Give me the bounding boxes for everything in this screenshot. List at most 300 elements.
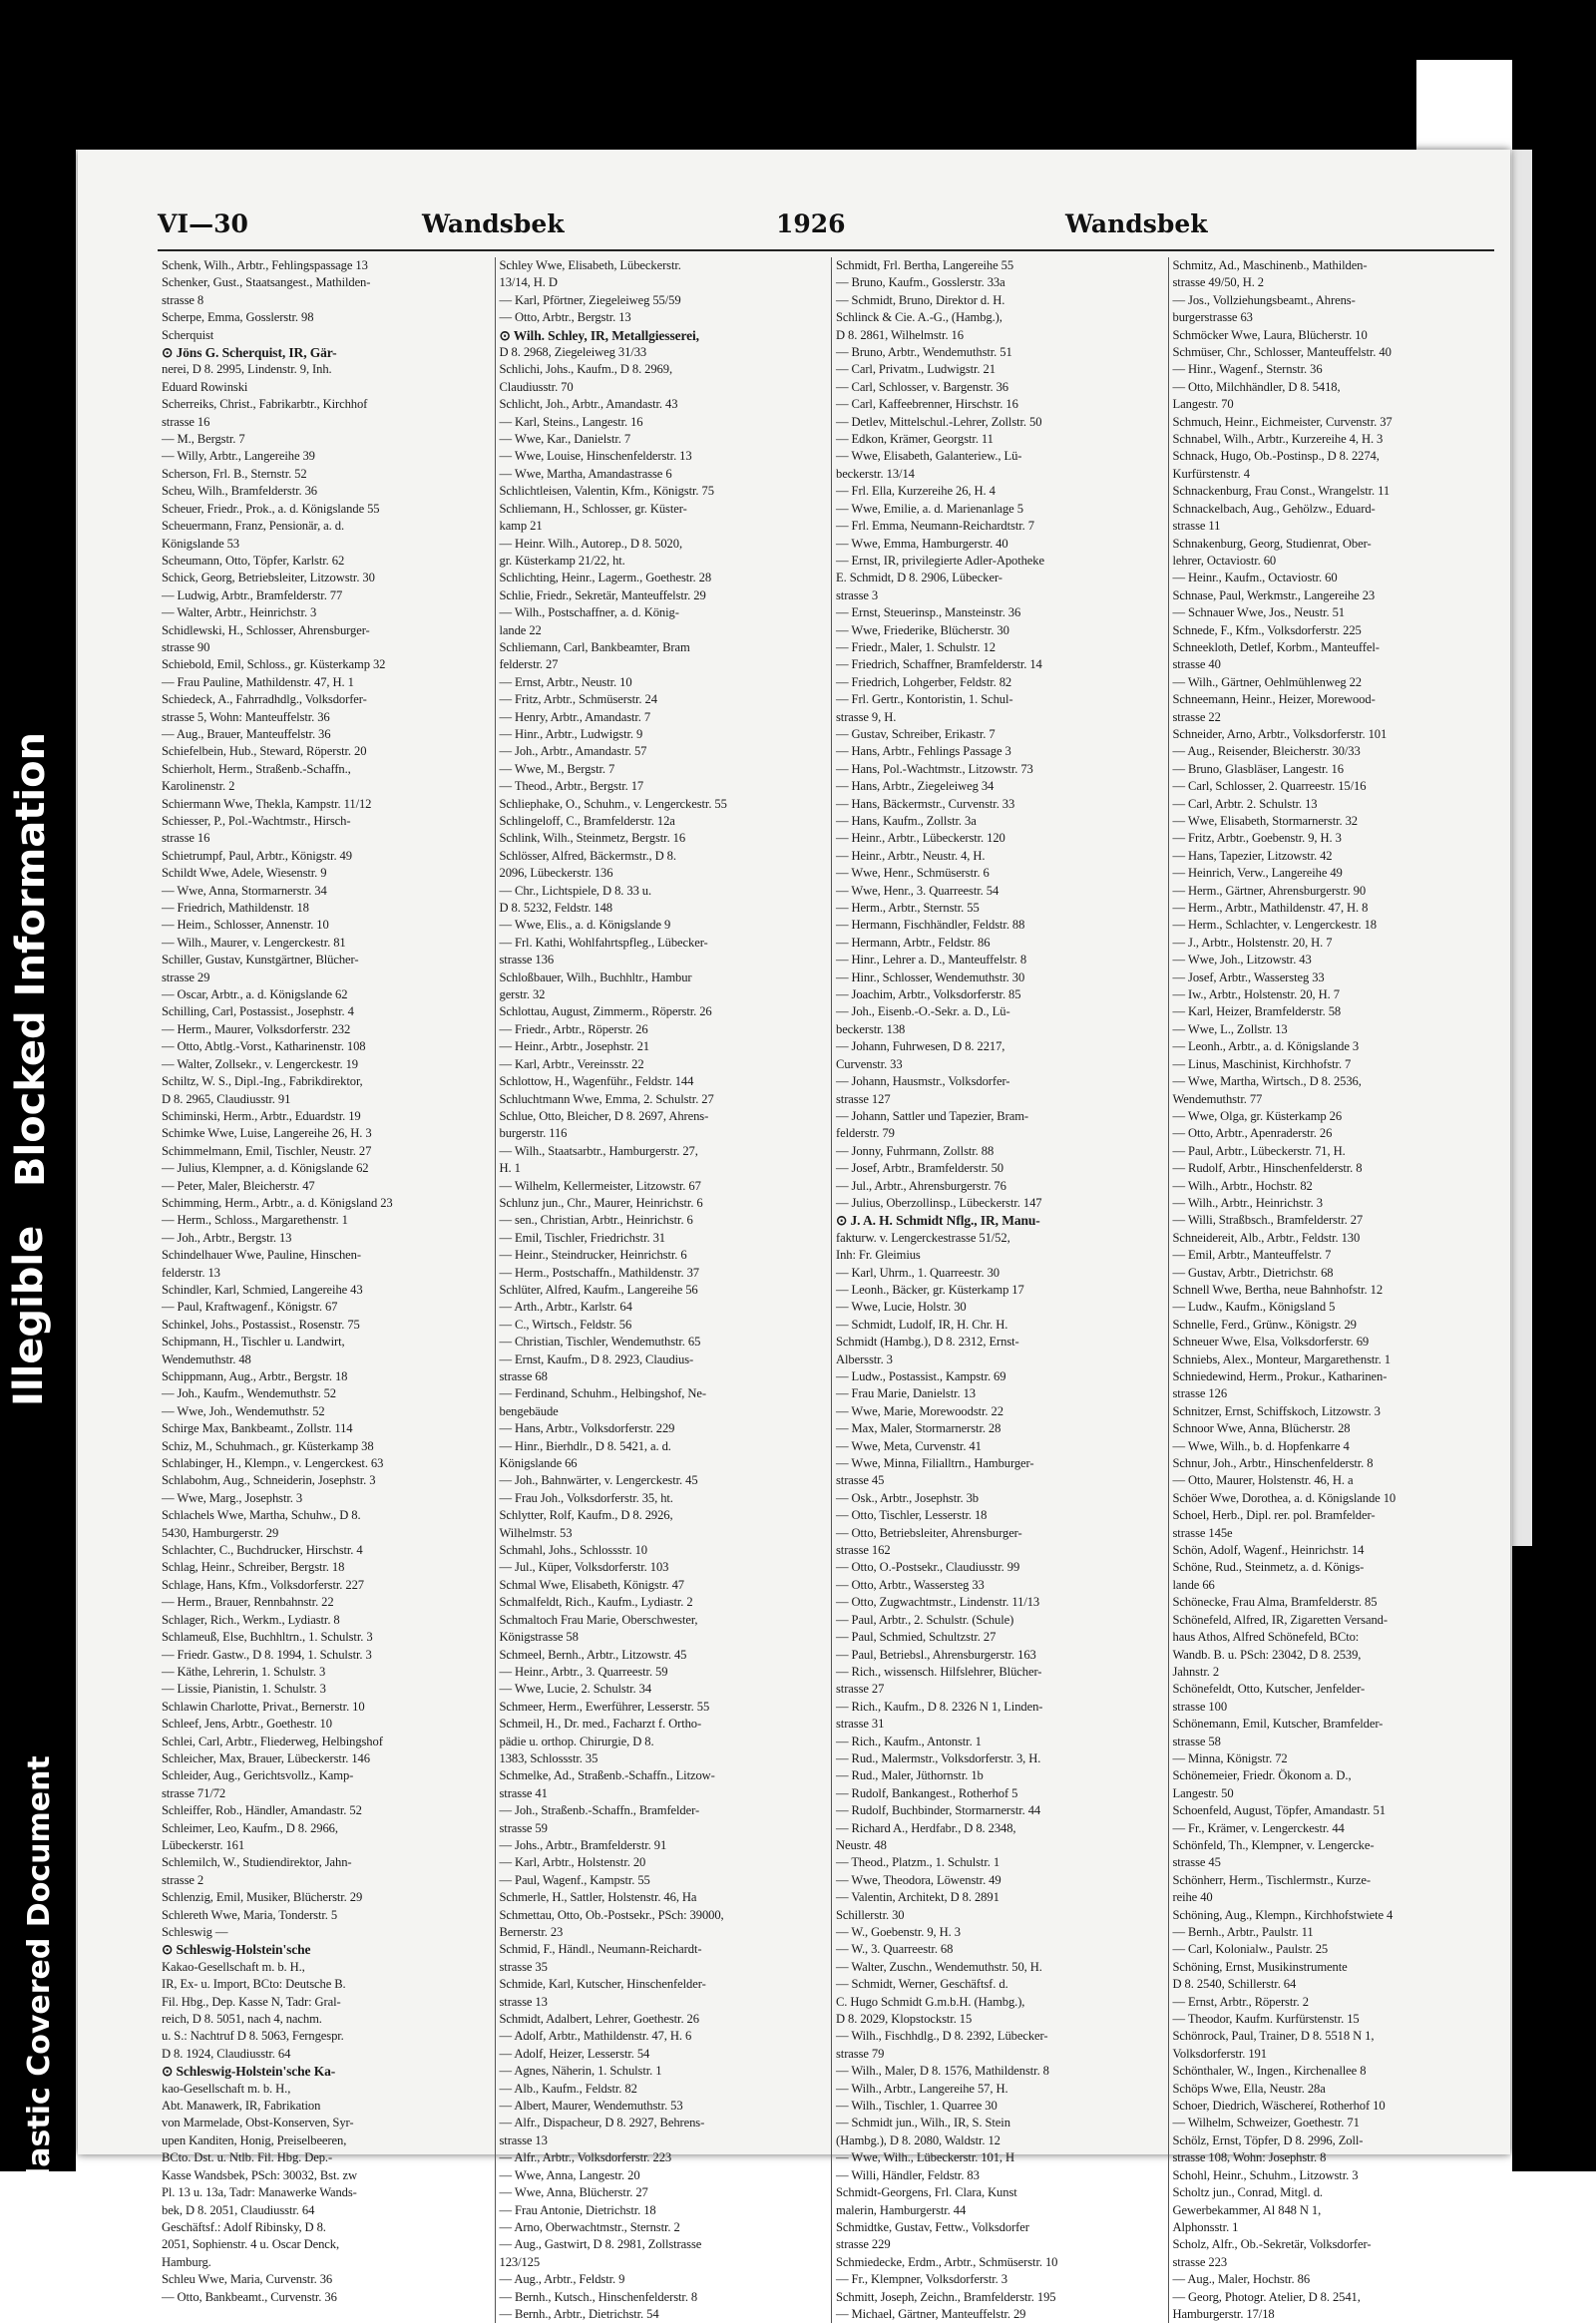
directory-column [1168, 257, 1495, 2323]
directory-entry: ⊙ Wilh. Schley, IR, Metallgiesserei, [499, 327, 699, 343]
directory-entry: — Alb., Kaufm., Feldstr. 82 [499, 2081, 637, 2096]
directory-entry: beckerstr. 13/14 [836, 466, 915, 481]
directory-entry: — Ernst, Arbtr., Röperstr. 2 [1172, 1994, 1309, 2009]
directory-entry: lehrer, Octaviostr. 60 [1172, 553, 1277, 568]
directory-entry: — Valentin, Architekt, D 8. 2891 [836, 1890, 999, 1905]
directory-entry: Schlösser, Alfred, Bäckermstr., D 8. [499, 848, 676, 863]
directory-entry: Schlichtleisen, Valentin, Kfm., Königstr. 75 [499, 484, 714, 499]
directory-entry: — Johann, Hausmstr., Volksdorfer- [836, 1074, 1010, 1089]
directory-entry: — M., Bergstr. 7 [162, 432, 245, 447]
directory-entry: — Osk., Arbtr., Josephstr. 3b [836, 1490, 979, 1505]
directory-entry: — Friedrich, Mathildenstr. 18 [162, 901, 309, 916]
directory-entry: strasse 16 [162, 831, 210, 846]
directory-entry: Schiedeck, A., Fahrradhdlg., Volksdorfer- [162, 692, 367, 707]
directory-entry: Schimming, Herm., Arbtr., a. d. Königsland 23 [162, 1195, 393, 1210]
directory-entry: Schmitt, Joseph, Zeichn., Bramfelderstr. 195 [836, 2289, 1056, 2304]
directory-entry: Schliemann, Carl, Bankbeamter, Bram [499, 639, 690, 654]
directory-entry: — Gustav, Arbtr., Dietrichstr. 68 [1172, 1265, 1334, 1280]
directory-entry: Schimke Wwe, Luise, Langereihe 26, H. 3 [162, 1126, 372, 1141]
directory-entry: — Rud., Malermstr., Volksdorferstr. 3, H. [836, 1750, 1041, 1765]
directory-entry: Schöps Wwe, Ella, Neustr. 28a [1172, 2081, 1326, 2096]
directory-entry: beckerstr. 138 [836, 1021, 906, 1036]
directory-entry: Schnack, Hugo, Ob.-Postinsp., D 8. 2274, [1172, 449, 1380, 464]
directory-entry: Schönemann, Emil, Kutscher, Bramfelder- [1172, 1717, 1384, 1732]
directory-entry: — Minna, Königstr. 72 [1172, 1750, 1288, 1765]
directory-entry: Schlenzig, Emil, Musiker, Blücherstr. 29 [162, 1890, 363, 1905]
directory-entry: Albersstr. 3 [836, 1352, 893, 1366]
directory-entry: — W., Goebenstr. 9, H. 3 [836, 1925, 961, 1939]
directory-entry: Schirge Max, Bankbeamt., Zollstr. 114 [162, 1421, 353, 1436]
directory-entry: — Friedrich, Lohgerber, Feldstr. 82 [836, 674, 1012, 689]
directory-entry: Schoenfeld, August, Töpfer, Amandastr. 51 [1172, 1803, 1386, 1818]
directory-entry: Schoel, Herb., Dipl. rer. pol. Bramfelder- [1172, 1508, 1376, 1523]
directory-entry: Curvenstr. 33 [836, 1056, 903, 1071]
directory-page [78, 150, 1510, 2321]
directory-entry: — Käthe, Lehrerin, 1. Schulstr. 3 [162, 1664, 326, 1679]
directory-entry: Schmuch, Heinr., Eichmeister, Curvenstr. 37 [1172, 414, 1393, 429]
directory-entry: Scholz, Alfr., Ob.-Sekretär, Volksdorfer- [1172, 2237, 1372, 2252]
directory-entry: Hamburg. [162, 2254, 211, 2269]
directory-entry: Schenk, Wilh., Arbtr., Fehlingspassage 13 [162, 258, 368, 272]
directory-entry: Schniedewind, Herm., Prokur., Katharinen- [1172, 1369, 1388, 1383]
directory-entry: — Frl. Ella, Kurzereihe 26, H. 4 [836, 484, 996, 499]
directory-entry: 2051, Sophienstr. 4 u. Oscar Denck, [162, 2237, 340, 2252]
directory-entry: — Julius, Klempner, a. d. Königslande 62 [162, 1161, 369, 1176]
directory-entry: strasse 13 [499, 2132, 548, 2147]
directory-entry: Königstrasse 58 [499, 1630, 579, 1645]
directory-entry: — Hinr., Arbtr., Ludwigstr. 9 [499, 726, 643, 741]
directory-entry: Schlage, Hans, Kfm., Volksdorferstr. 227 [162, 1577, 364, 1592]
directory-entry: — Detlev, Mittelschul.-Lehrer, Zollstr. 50 [836, 414, 1042, 429]
directory-entry: Königslande 53 [162, 536, 239, 551]
directory-entry: — Willy, Arbtr., Langereihe 39 [162, 449, 315, 464]
directory-entry: — J., Arbtr., Holstenstr. 20, H. 7 [1172, 935, 1333, 950]
directory-entry: Schleider, Aug., Gerichtsvollz., Kamp- [162, 1768, 354, 1783]
directory-entry: Schlue, Otto, Bleicher, D 8. 2697, Ahrens- [499, 1108, 709, 1123]
directory-entry: Schinkel, Johs., Postassist., Rosenstr. 75 [162, 1317, 360, 1332]
directory-entry: strasse 13 [499, 1994, 548, 2009]
directory-entry: Claudiusstr. 70 [499, 379, 574, 394]
directory-entry: — Schmidt, Ludolf, IR, H. Chr. H. [836, 1317, 1008, 1332]
directory-entry: — Rud., Maler, Jüthornstr. 1b [836, 1768, 984, 1783]
directory-entry: — Hermann, Arbtr., Feldstr. 86 [836, 935, 991, 950]
directory-entry: Schnelle, Ferd., Grünw., Königstr. 29 [1172, 1317, 1357, 1332]
directory-entry: Abt. Manawerk, IR, Fabrikation [162, 2099, 321, 2114]
directory-entry: — Otto, Arbtr., Bergstr. 13 [499, 310, 631, 325]
right-page-edge [1512, 150, 1532, 1546]
directory-entry: Kasse Wandsbek, PSch: 30032, Bst. zw [162, 2167, 357, 2182]
directory-entry: — Rich., wissensch. Hilfslehrer, Blücher- [836, 1664, 1042, 1679]
directory-entry: Schmidt-Georgens, Frl. Clara, Kunst [836, 2185, 1017, 2200]
plastic-covered-document-label: Plastic Covered Document [22, 1755, 57, 2199]
directory-entry: Eduard Rowinski [162, 379, 248, 394]
directory-entry: — Aug., Brauer, Manteuffelstr. 36 [162, 726, 331, 741]
directory-entry: strasse 162 [836, 1543, 891, 1558]
directory-entry: 1383, Schlossstr. 35 [499, 1750, 598, 1765]
directory-entry: Schlemilch, W., Studiendirektor, Jahn- [162, 1855, 352, 1870]
directory-entry: — Wwe, Elis., a. d. Königslande 9 [499, 918, 671, 933]
directory-entry: Scheuer, Friedr., Prok., a. d. Königslande 55 [162, 501, 380, 516]
directory-entry: Schiefelbein, Hub., Steward, Röperstr. 20 [162, 744, 367, 759]
directory-entry: — Karl, Arbtr., Vereinsstr. 22 [499, 1056, 644, 1071]
directory-entry: bek, D 8. 2051, Claudiusstr. 64 [162, 2202, 315, 2217]
directory-entry: Wilhelmstr. 53 [499, 1525, 573, 1540]
directory-entry: — Wilhelm, Schweizer, Goethestr. 71 [1172, 2116, 1360, 2130]
directory-entry: Scheuermann, Franz, Pensionär, a. d. [162, 519, 345, 534]
directory-entry: — Heinr., Arbtr., Lübeckerstr. 120 [836, 831, 1005, 846]
directory-entry: — Wwe, Martha, Wirtsch., D 8. 2536, [1172, 1074, 1362, 1089]
directory-entry: Scherpe, Emma, Gosslerstr. 98 [162, 310, 314, 325]
directory-entry: — Fr., Krämer, v. Lengerckestr. 44 [1172, 1820, 1345, 1835]
directory-entry: — Wilh., Gärtner, Oehlmühlenweg 22 [1172, 674, 1362, 689]
directory-entry: strasse 3 [836, 587, 879, 602]
directory-entry: — Carl, Kaffeebrenner, Hirschstr. 16 [836, 397, 1018, 412]
directory-entry: Schnede, F., Kfm., Volksdorferstr. 225 [1172, 622, 1362, 637]
directory-entry: — Rudolf, Arbtr., Hinschenfelderstr. 8 [1172, 1161, 1363, 1176]
directory-entry: C. Hugo Schmidt G.m.b.H. (Hambg.), [836, 1994, 1025, 2009]
directory-entry: u. S.: Nachtruf D 8. 5063, Ferngespr. [162, 2029, 344, 2044]
directory-entry: — Wwe, Joh., Wendemuthstr. 52 [162, 1403, 325, 1418]
directory-entry: gr. Küsterkamp 21/22, ht. [499, 553, 625, 568]
directory-entry: — Herm., Arbtr., Mathildenstr. 47, H. 8 [1172, 901, 1369, 916]
directory-entry: — Otto, Bankbeamt., Curvenstr. 36 [162, 2289, 337, 2304]
directory-entry: — Wwe, M., Bergstr. 7 [499, 761, 615, 776]
directory-entry: — Wwe, Marg., Josephstr. 3 [162, 1490, 303, 1505]
directory-entry: — Wwe, Lucie, 2. Schulstr. 34 [499, 1682, 652, 1697]
directory-entry: — Hans, Pol.-Wachtmstr., Litzowstr. 73 [836, 761, 1033, 776]
directory-entry: D 8. 2540, Schillerstr. 64 [1172, 1977, 1297, 1992]
directory-entry: — Frl. Kathi, Wohlfahrtspfleg., Lübecker- [499, 935, 708, 950]
directory-entry: — Willi, Straßbsch., Bramfelderstr. 27 [1172, 1213, 1364, 1228]
directory-entry: Schönfeld, Th., Klempner, v. Lengercke- [1172, 1837, 1375, 1852]
left-black-margin [0, 150, 76, 2199]
directory-entry: — Adolf, Arbtr., Mathildenstr. 47, H. 6 [499, 2029, 692, 2044]
directory-entry: — Georg, Photogr. Atelier, D 8. 2541, [1172, 2289, 1361, 2304]
directory-entry: felderstr. 79 [836, 1126, 895, 1141]
directory-entry: Schiltz, W. S., Dipl.-Ing., Fabrikdirektor, [162, 1074, 363, 1089]
directory-entry: — Frau Joh., Volksdorferstr. 35, ht. [499, 1490, 673, 1505]
directory-entry: — Wilh., Maler, D 8. 1576, Mathildenstr. 8 [836, 2064, 1049, 2079]
directory-entry: Schmeer, Herm., Ewerführer, Lesserstr. 55 [499, 1699, 710, 1714]
directory-entry: Schönefeld, Alfred, IR, Zigaretten Versand- [1172, 1612, 1388, 1627]
directory-entry: Schmitz, Ad., Maschinenb., Mathilden- [1172, 258, 1368, 272]
directory-entry: — Herm., Postschaffn., Mathildenstr. 37 [499, 1265, 699, 1280]
directory-entry: Scheumann, Otto, Töpfer, Karlstr. 62 [162, 553, 345, 568]
directory-entry: Schley Wwe, Elisabeth, Lübeckerstr. [499, 258, 681, 272]
directory-entry: Schmahl, Johs., Schlossstr. 10 [499, 1543, 647, 1558]
page-corner-tab [1416, 60, 1512, 160]
directory-entry: Schlachter, C., Buchdrucker, Hirschstr. 4 [162, 1543, 363, 1558]
directory-entry: Scheu, Wilh., Bramfelderstr. 36 [162, 484, 318, 499]
directory-entry: — Wwe, Minna, Filialltrn., Hamburger- [836, 1456, 1034, 1471]
directory-entry: Schimmelmann, Emil, Tischler, Neustr. 27 [162, 1143, 372, 1158]
directory-entry: reihe 40 [1172, 1890, 1213, 1905]
directory-entry: — Otto, O.-Postsekr., Claudiusstr. 99 [836, 1560, 1020, 1575]
directory-entry: Schneidereit, Alb., Arbtr., Feldstr. 130 [1172, 1230, 1361, 1245]
illegible-label: Illegible [6, 1225, 52, 1406]
directory-entry: Schönthaler, W., Ingen., Kirchenallee 8 [1172, 2064, 1367, 2079]
directory-entry: ⊙ J. A. H. Schmidt Nflg., IR, Manu- [836, 1213, 1040, 1229]
directory-entry: — Ernst, Kaufm., D 8. 2923, Claudius- [499, 1352, 694, 1366]
directory-entry: — Otto, Betriebsleiter, Ahrensburger- [836, 1525, 1022, 1540]
directory-entry: — Friedr., Maler, 1. Schulstr. 12 [836, 639, 996, 654]
directory-entry: — Albert, Maurer, Wendemuthstr. 53 [499, 2099, 683, 2114]
directory-entry: upen Kanditen, Honig, Preiselbeeren, [162, 2132, 347, 2147]
directory-entry: — Rich., Kaufm., D 8. 2326 N 1, Linden- [836, 1699, 1043, 1714]
directory-entry: Schlytter, Rolf, Kaufm., D 8. 2926, [499, 1508, 673, 1523]
directory-column [831, 257, 1158, 2323]
directory-entry: — Carl, Privatm., Ludwigstr. 21 [836, 362, 996, 377]
directory-entry: — Bruno, Glasbläser, Langestr. 16 [1172, 761, 1344, 776]
directory-entry: — Theodor, Kaufm. Kurfürstenstr. 15 [1172, 2012, 1360, 2027]
directory-entry: Langestr. 70 [1172, 397, 1234, 412]
directory-entry: — Michael, Gärtner, Manteuffelstr. 29 [836, 2306, 1026, 2321]
directory-entry: — Peter, Maler, Bleicherstr. 47 [162, 1178, 315, 1193]
directory-entry: — Agnes, Näherin, 1. Schulstr. 1 [499, 2064, 662, 2079]
directory-entry: Wendemuthstr. 48 [162, 1352, 251, 1366]
directory-entry: — Jul., Arbtr., Ahrensburgerstr. 76 [836, 1178, 1006, 1193]
directory-entry: — Wwe, Friederike, Blücherstr. 30 [836, 622, 1009, 637]
directory-entry: — Wilh., Staatsarbtr., Hamburgerstr. 27, [499, 1143, 698, 1158]
header-rule [158, 249, 1494, 251]
directory-entry: — Wilh., Arbtr., Heinrichstr. 3 [1172, 1195, 1323, 1210]
directory-entry: strasse 229 [836, 2237, 891, 2252]
directory-entry: — Paul, Arbtr., 2. Schulstr. (Schule) [836, 1612, 1014, 1627]
directory-entry: 2096, Lübeckerstr. 136 [499, 866, 613, 881]
directory-entry: Schleef, Jens, Arbtr., Goethestr. 10 [162, 1717, 332, 1732]
directory-entry: — Walter, Zollsekr., v. Lengerckestr. 19 [162, 1056, 358, 1071]
directory-entry: D 8. 2029, Klopstockstr. 15 [836, 2012, 973, 2027]
directory-entry: strasse 29 [162, 969, 210, 984]
directory-entry: Schlüter, Alfred, Kaufm., Langereihe 56 [499, 1282, 698, 1297]
directory-entry: burgerstr. 116 [499, 1126, 568, 1141]
directory-entry: Schindelhauer Wwe, Pauline, Hinschen- [162, 1248, 361, 1263]
directory-entry: — Hans, Tapezier, Litzowstr. 42 [1172, 848, 1333, 863]
directory-entry: — Wwe, Emilie, a. d. Marienanlage 5 [836, 501, 1023, 516]
directory-entry: Schlie, Friedr., Sekretär, Manteuffelstr. 29 [499, 587, 706, 602]
directory-entry: — Arno, Oberwachtmstr., Sternstr. 2 [499, 2219, 680, 2234]
directory-entry: Gewerbekammer, Al 848 N 1, [1172, 2202, 1322, 2217]
directory-entry: — Carl, Kolonialw., Paulstr. 25 [1172, 1942, 1329, 1957]
directory-entry: Schippmann, Aug., Arbtr., Bergstr. 18 [162, 1369, 348, 1383]
directory-entry: — Fr., Klempner, Volksdorferstr. 3 [836, 2272, 1007, 2287]
directory-entry: — Otto, Arbtr., Wassersteg 33 [836, 1577, 985, 1592]
directory-entry: (Hambg.), D 8. 2080, Waldstr. 12 [836, 2132, 1000, 2147]
directory-entry: Schölz, Ernst, Töpfer, D 8. 2996, Zoll- [1172, 2132, 1364, 2147]
directory-entry: — Alfr., Dispacheur, D 8. 2927, Behrens- [499, 2116, 705, 2130]
directory-entry: — Johs., Arbtr., Bramfelderstr. 91 [499, 1837, 667, 1852]
directory-entry: Schleu Wwe, Maria, Curvenstr. 36 [162, 2272, 333, 2287]
directory-entry: Schlabohm, Aug., Schneiderin, Josephstr. 3 [162, 1473, 376, 1488]
directory-entry: — Otto, Zugwachtmstr., Lindenstr. 11/13 [836, 1595, 1040, 1610]
directory-entry: Schmeel, Bernh., Arbtr., Litzowstr. 45 [499, 1647, 687, 1662]
directory-entry: — Heinr. Wilh., Autorep., D 8. 5020, [499, 536, 683, 551]
directory-entry: D 8. 1924, Claudiusstr. 64 [162, 2046, 291, 2061]
directory-entry: — Wilh., Arbtr., Langereihe 57, H. [836, 2081, 1008, 2096]
directory-entry: strasse 16 [162, 414, 210, 429]
directory-entry: Lübeckerstr. 161 [162, 1837, 245, 1852]
directory-entry: haus Athos, Alfred Schönefeld, BCto: [1172, 1630, 1360, 1645]
directory-entry: — Schnauer Wwe, Jos., Neustr. 51 [1172, 605, 1346, 620]
directory-entry: strasse 126 [1172, 1386, 1228, 1401]
directory-entry: — Josef, Arbtr., Wassersteg 33 [1172, 969, 1325, 984]
directory-entry: — Ernst, IR, privilegierte Adler-Apotheke [836, 553, 1044, 568]
directory-entry: — Bernh., Arbtr., Dietrichstr. 54 [499, 2306, 659, 2321]
directory-entry: — Fritz, Arbtr., Goebenstr. 9, H. 3 [1172, 831, 1342, 846]
directory-entry: Scherreiks, Christ., Fabrikarbtr., Kirchhof [162, 397, 368, 412]
directory-entry: — Joh., Arbtr., Bergstr. 13 [162, 1230, 292, 1245]
directory-entry: Langestr. 50 [1172, 1785, 1234, 1800]
directory-entry: Schlinck & Cie. A.-G., (Hambg.), [836, 310, 1002, 325]
directory-entry: — Ludw., Postassist., Kampstr. 69 [836, 1369, 1006, 1383]
directory-entry: 123/125 [499, 2254, 541, 2269]
directory-entry: — Otto, Maurer, Holstenstr. 46, H. a [1172, 1473, 1354, 1488]
directory-entry: — Bruno, Kaufm., Gosslerstr. 33a [836, 275, 1005, 290]
directory-entry: fakturw. v. Lengerckestrasse 51/52, [836, 1230, 1010, 1245]
directory-entry: — Karl, Heizer, Bramfelderstr. 58 [1172, 1004, 1342, 1019]
directory-entry: — Wwe, Anna, Langestr. 20 [499, 2167, 640, 2182]
directory-entry: — Herm., Schlachter, v. Lengerckestr. 18 [1172, 918, 1378, 933]
directory-entry: — Frl. Emma, Neumann-Reichardtstr. 7 [836, 519, 1034, 534]
header-city-left: Wandsbek [422, 209, 565, 238]
directory-entry: ⊙ Schleswig-Holstein'sche Ka- [162, 2064, 336, 2080]
directory-entry: — Ferdinand, Schuhm., Helbingshof, Ne- [499, 1386, 706, 1401]
directory-entry: — Heinr., Arbtr., Josephstr. 21 [499, 1039, 649, 1054]
directory-entry: — Herm., Schloss., Margarethenstr. 1 [162, 1213, 348, 1228]
directory-entry: Schluchtmann Wwe, Emma, 2. Schulstr. 27 [499, 1091, 714, 1106]
directory-entry: Schlereth Wwe, Maria, Tonderstr. 5 [162, 1907, 338, 1922]
directory-entry: kao-Gesellschaft m. b. H., [162, 2081, 291, 2096]
directory-entry: — W., 3. Quarreestr. 68 [836, 1942, 954, 1957]
directory-entry: — Julius, Oberzollinsp., Lübeckerstr. 147 [836, 1195, 1042, 1210]
directory-entry: strasse 35 [499, 1959, 548, 1974]
directory-entry: Scherquist [162, 327, 214, 342]
directory-entry: ⊙ Schleswig-Holstein'sche [162, 1942, 311, 1958]
directory-entry: — Joh., Kaufm., Wendemuthstr. 52 [162, 1386, 336, 1401]
directory-entry: — Wwe, Theodora, Löwenstr. 49 [836, 1872, 1001, 1887]
directory-entry: malerin, Hamburgerstr. 44 [836, 2202, 967, 2217]
directory-entry: strasse 45 [1172, 1855, 1221, 1870]
directory-entry: — Heinr., Arbtr., Neustr. 4, H. [836, 848, 986, 863]
directory-entry: — Ludwig, Arbtr., Bramfelderstr. 77 [162, 587, 343, 602]
directory-entry: — Joachim, Arbtr., Volksdorferstr. 85 [836, 987, 1021, 1002]
directory-entry: — Wwe, Martha, Amandastrasse 6 [499, 466, 672, 481]
directory-entry: Schönecke, Frau Alma, Bramfelderstr. 85 [1172, 1595, 1378, 1610]
directory-entry: D 8. 5232, Feldstr. 148 [499, 901, 612, 916]
directory-entry: — Johann, Fuhrwesen, D 8. 2217, [836, 1039, 1005, 1054]
directory-entry: Schnoor Wwe, Anna, Blücherstr. 28 [1172, 1421, 1351, 1436]
directory-entry: — Wwe, Meta, Curvenstr. 41 [836, 1438, 982, 1453]
directory-entry: Schidlewski, H., Schlosser, Ahrensburger- [162, 622, 370, 637]
directory-entry: — sen., Christian, Arbtr., Heinrichstr. 6 [499, 1213, 693, 1228]
directory-entry: Schliemann, H., Schlosser, gr. Küster- [499, 501, 687, 516]
directory-entry: Schliephake, O., Schuhm., v. Lengerckestr. 55 [499, 796, 727, 811]
directory-entry: 5430, Hamburgerstr. 29 [162, 1525, 279, 1540]
directory-entry: D 8. 2861, Wilhelmstr. 16 [836, 327, 964, 342]
directory-entry: — Friedr. Gastw., D 8. 1994, 1. Schulstr. 3 [162, 1647, 372, 1662]
directory-entry: — Karl, Uhrm., 1. Quarreestr. 30 [836, 1265, 999, 1280]
directory-entry: — Schmidt, Bruno, Direktor d. H. [836, 292, 1005, 307]
directory-entry: Schleiffer, Rob., Händler, Amandastr. 52 [162, 1803, 362, 1818]
directory-entry: strasse 8 [162, 292, 204, 307]
directory-entry: Schmidtke, Gustav, Fettw., Volksdorfer [836, 2219, 1029, 2234]
directory-entry: — Henry, Arbtr., Amandastr. 7 [499, 709, 651, 724]
directory-entry: — Josef, Arbtr., Bramfelderstr. 50 [836, 1161, 1003, 1176]
directory-entry: Schönherr, Herm., Tischlermstr., Kurze- [1172, 1872, 1371, 1887]
directory-entry: — Bernh., Arbtr., Paulstr. 11 [1172, 1925, 1314, 1939]
directory-entry: — Wwe, Henr., 3. Quarreestr. 54 [836, 883, 999, 898]
directory-entry: strasse 22 [1172, 709, 1221, 724]
directory-entry: Schlachels Wwe, Martha, Schuhw., D 8. [162, 1508, 361, 1523]
directory-entry: D 8. 2968, Ziegeleiweg 31/33 [499, 345, 647, 360]
directory-entry: — Hermann, Fischhändler, Feldstr. 88 [836, 918, 1025, 933]
directory-entry: gerstr. 32 [499, 987, 546, 1002]
directory-entry: — Theod., Arbtr., Bergstr. 17 [499, 779, 644, 794]
directory-entry: Schmiedecke, Erdm., Arbtr., Schmüserstr. 10 [836, 2254, 1058, 2269]
directory-entry: Schneemann, Heinr., Heizer, Morewood- [1172, 692, 1376, 707]
directory-entry: — Alfr., Arbtr., Volksdorferstr. 223 [499, 2150, 672, 2165]
directory-entry: Schleswig — [162, 1925, 228, 1939]
directory-entry: Schöne, Rud., Steinmetz, a. d. Königs- [1172, 1560, 1365, 1575]
directory-entry: Karolinenstr. 2 [162, 779, 235, 794]
directory-entry: — Joh., Arbtr., Amandastr. 57 [499, 744, 647, 759]
directory-entry: Schnabel, Wilh., Arbtr., Kurzereihe 4, H. 3 [1172, 432, 1384, 447]
directory-entry: — Aug., Maler, Hochstr. 86 [1172, 2272, 1311, 2287]
blocked-information-label: Blocked Information [8, 731, 54, 1187]
directory-entry: Schlottau, August, Zimmerm., Röperstr. 26 [499, 1004, 712, 1019]
directory-entry: — Herm., Arbtr., Sternstr. 55 [836, 901, 980, 916]
directory-entry: — Hinr., Lehrer a. D., Manteuffelstr. 8 [836, 953, 1027, 968]
directory-entry: — Heim., Schlosser, Annenstr. 10 [162, 918, 329, 933]
directory-entry: — Paul, Schmied, Schultzstr. 27 [836, 1630, 997, 1645]
directory-entry: strasse 90 [162, 639, 210, 654]
directory-entry: Schmerle, H., Sattler, Holstenstr. 46, Ha [499, 1890, 697, 1905]
directory-entry: Schilling, Carl, Postassist., Josephstr. 4 [162, 1004, 354, 1019]
directory-entry: — Paul, Arbtr., Lübeckerstr. 71, H. [1172, 1143, 1346, 1158]
directory-entry: — Willi, Händler, Feldstr. 83 [836, 2167, 980, 2182]
header-city-right: Wandsbek [1065, 209, 1208, 238]
directory-entry: — Schmidt, Werner, Geschäftsf. d. [836, 1977, 1008, 1992]
directory-entry: — Frl. Gertr., Kontoristin, 1. Schul- [836, 692, 1013, 707]
directory-entry: Hamburgerstr. 17/18 [1172, 2306, 1275, 2321]
directory-entry: Schlameuß, Else, Buchhltrn., 1. Schulstr. 3 [162, 1630, 373, 1645]
directory-entry: — Wwe, Louise, Hinschenfelderstr. 13 [499, 449, 692, 464]
directory-entry: Schönefeldt, Otto, Kutscher, Jenfelder- [1172, 1682, 1366, 1697]
directory-entry: strasse 108, Wohn: Josephstr. 8 [1172, 2150, 1327, 2165]
directory-entry: Kurfürstenstr. 4 [1172, 466, 1250, 481]
directory-entry: — Walter, Arbtr., Heinrichstr. 3 [162, 605, 317, 620]
directory-entry: Schnackelbach, Aug., Gehölzw., Eduard- [1172, 501, 1376, 516]
directory-entry: — Paul, Kraftwagenf., Königstr. 67 [162, 1300, 338, 1315]
directory-entry: — Max, Maler, Stormarnerstr. 28 [836, 1421, 1001, 1436]
directory-entry: — Wwe, Elisabeth, Stormarnerstr. 32 [1172, 814, 1358, 828]
directory-entry: — Friedr., Arbtr., Röperstr. 26 [499, 1021, 648, 1036]
directory-entry: — Rudolf, Buchbinder, Stormarnerstr. 44 [836, 1803, 1041, 1818]
directory-entry: Schoer, Diedrich, Wäschereí, Rotherhof 10 [1172, 2099, 1386, 2114]
directory-entry: — Aug., Gastwirt, D 8. 2981, Zollstrasse [499, 2237, 702, 2252]
directory-entry: — Karl, Arbtr., Holstenstr. 20 [499, 1855, 646, 1870]
directory-entry: Schmidt (Hambg.), D 8. 2312, Ernst- [836, 1335, 1019, 1350]
directory-entry: lande 22 [499, 622, 542, 637]
directory-entry: Schindler, Karl, Schmied, Langereihe 43 [162, 1282, 363, 1297]
directory-entry: ⊙ Jöns G. Scherquist, IR, Gär- [162, 345, 337, 361]
directory-entry: Schönrock, Paul, Trainer, D 8. 5518 N 1, [1172, 2029, 1375, 2044]
directory-entry: Schmal Wwe, Elisabeth, Königstr. 47 [499, 1577, 684, 1592]
directory-entry: — Iw., Arbtr., Holstenstr. 20, H. 7 [1172, 987, 1340, 1002]
directory-entry: — Wwe, Elisabeth, Galanteriew., Lü- [836, 449, 1022, 464]
directory-entry: — Wwe, Emma, Hamburgerstr. 40 [836, 536, 1008, 551]
directory-entry: Schlei, Carl, Arbtr., Fliederweg, Helbingshof [162, 1734, 383, 1748]
